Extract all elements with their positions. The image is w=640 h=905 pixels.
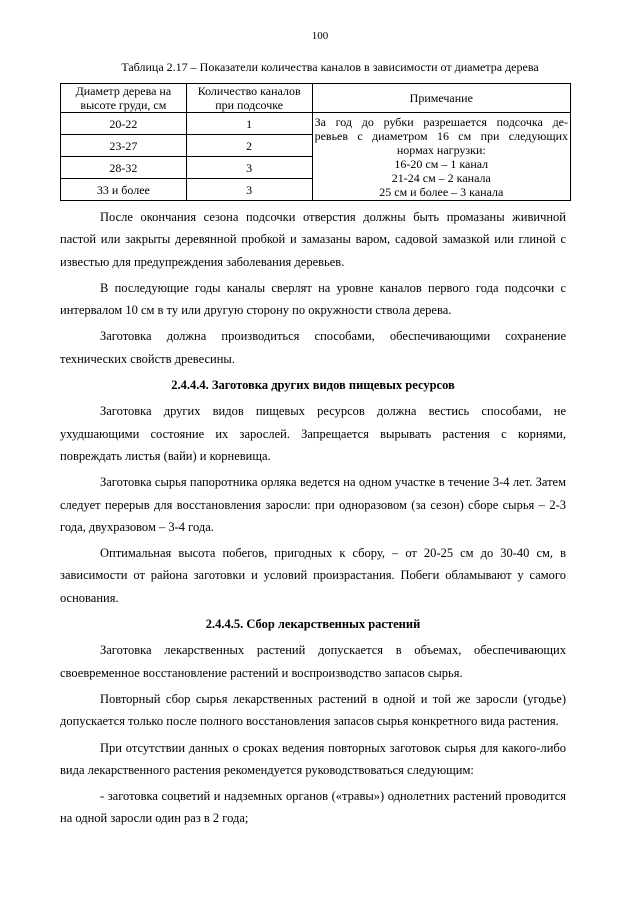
page-number: 100 (311, 30, 329, 42)
header-channels: Количество каналов при подсочке (186, 84, 312, 113)
cell-diameter: 20-22 (61, 113, 187, 135)
cell-diameter: 23-27 (61, 135, 187, 157)
body-text (60, 206, 566, 834)
table-caption: Таблица 2.17 – Показатели количества каналов в зависимости от диаметра дерева (121, 60, 539, 74)
table-header-row (61, 84, 571, 113)
cell-note (312, 113, 570, 201)
paragraph: В последующие годы каналы сверлят на уровне каналов первого года подсочки с интервалом 10 см в ту или другую сторону по окружности ствола дерева. (60, 280, 566, 318)
cell-channels: 3 (186, 179, 312, 201)
paragraph: Заготовка должна производиться способами, обеспечивающими сохранение технических свойств древесины. (60, 329, 566, 366)
note-line: нормах нагрузки: (396, 143, 486, 157)
paragraph: Заготовка других видов пищевых ресурсов должна вестись способами, не ухудшающими состояние их зарослей. Запрещается вырывать растения с корнями, повреждать листья (вайи) и корневища. (60, 404, 566, 463)
paragraph: Оптимальная высота побегов, пригодных к сбору, – от 20-25 см до 30-40 см, в зависимости от района заготовки и условий произрастания. Побеги обламывают у самого основания. (60, 546, 566, 605)
header-note: Примечание (312, 84, 570, 113)
cell-diameter: 33 и более (61, 179, 187, 201)
note-line: ревьев с диаметром 16 см при следующих (314, 129, 568, 143)
section-heading: 2.4.4.4. Заготовка других видов пищевых ресурсов (171, 378, 455, 393)
header-diameter: Диаметр дерева на высоте груди, см (61, 84, 187, 113)
note-line: 16-20 см – 1 канал (394, 157, 489, 171)
section-heading: 2.4.4.5. Сбор лекарственных растений (205, 617, 421, 632)
table-row (61, 113, 571, 135)
cell-channels: 3 (186, 157, 312, 179)
channels-table (60, 83, 571, 201)
paragraph: - заготовка соцветий и надземных органов («травы») однолетних растений проводится на одной заросли один раз в 2 года; (60, 789, 566, 826)
paragraph: Заготовка лекарственных растений допускается в объемах, обеспечивающих своевременное восстановление растений и воспроизводство запасов сырья. (60, 643, 566, 680)
note-line: За год до рубки разрешается подсочка де- (314, 115, 568, 129)
cell-channels: 2 (186, 135, 312, 157)
cell-channels: 1 (186, 113, 312, 135)
cell-diameter: 28-32 (61, 157, 187, 179)
paragraph: Повторный сбор сырья лекарственных растений в одной и той же заросли (угодье) допускается только после полного восстановления запасов сырья конкретного вида растения. (60, 691, 566, 729)
paragraph: После окончания сезона подсочки отверстия должны быть промазаны живичной пастой или закрыты деревянной пробкой и замазаны варом, садовой замазкой или глиной с известью для предупреждения заболевания деревьев. (60, 210, 566, 269)
paragraph: При отсутствии данных о сроках ведения повторных заготовок сырья для какого-либо вида лекарственного растения рекомендуется руководствоваться следующим: (60, 740, 566, 777)
note-line: 21-24 см – 2 канала (391, 171, 491, 185)
note-line: 25 см и более – 3 канала (379, 185, 504, 199)
paragraph: Заготовка сырья папоротника орляка ведется на одном участке в течение 3-4 лет. Затем следует перерыв для восстановления заросли: при одноразовом (за сезон) сборе сырья – 2-3 года, двухразовом – 3-4 года. (60, 475, 566, 534)
